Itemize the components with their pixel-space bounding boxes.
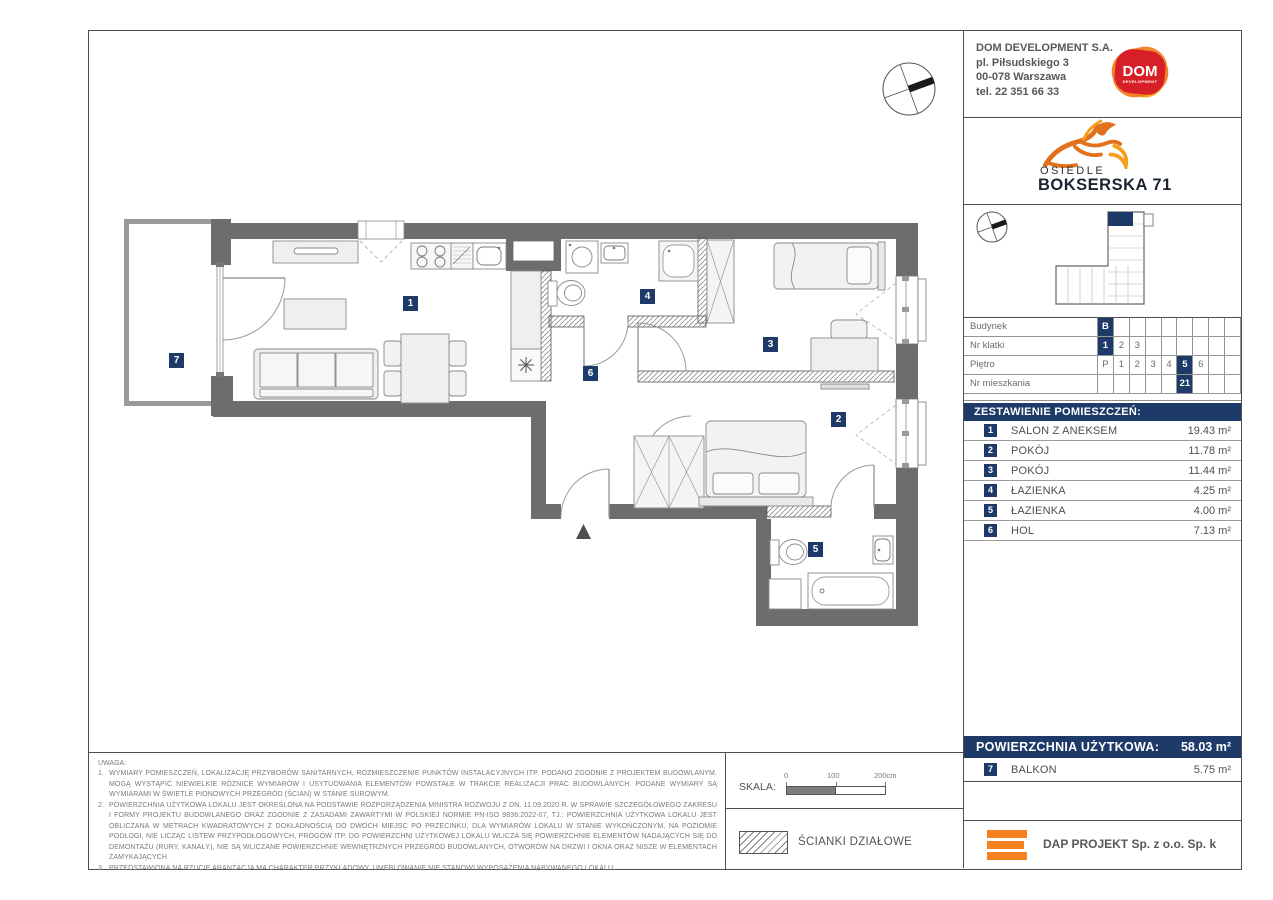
info-panel xyxy=(963,30,1241,868)
dishwasher xyxy=(451,243,473,269)
room-row-1 xyxy=(964,421,1241,441)
location-cell xyxy=(1193,375,1209,393)
location-cell: 1 xyxy=(1114,356,1130,374)
room-name: ŁAZIENKA xyxy=(1011,504,1066,517)
plan-badge-room5: 5 xyxy=(808,542,823,557)
notes-box xyxy=(88,752,725,872)
note-number: 2. xyxy=(98,801,104,809)
room-name: POKÓJ xyxy=(1011,444,1050,457)
room-row-5 xyxy=(964,501,1241,521)
building-location-table xyxy=(964,318,1241,394)
kitchen-column xyxy=(511,271,541,381)
balcony-number-badge: 7 xyxy=(984,763,997,776)
note-text: WYMIARY POMIESZCZEŃ, LOKALIZACJĘ PRZYBORÓW SANITARNYCH, ROZMIESZCZENIE PUNKTÓW INSTALACYJNYCH ITP. PODANO ZGODNIE Z PROJEKTEM BUDOWLANYM. MOGĄ WYSTĄPIĆ NIEWIELKIE RÓŻNICE WYMIARÓW I USYTUOWANIA ELEMENTÓW POWSTAŁE W TRAKCIE REALIZACJI PRAC BUDOWLANYCH. PODANE WYMIARY SĄ WYMIARAMI W ŚWIETLE PIONOWYCH PRZEGRÓD (ŚCIAN) W STANIE SUROWYM. xyxy=(109,770,717,798)
kitchen-sink xyxy=(473,243,506,269)
location-cell: 2 xyxy=(1130,356,1146,374)
room-number-badge: 4 xyxy=(984,484,997,497)
notes-title: UWAGA: xyxy=(98,760,127,767)
plan-badge-room2: 2 xyxy=(831,412,846,427)
legend-box xyxy=(725,808,964,869)
location-cell xyxy=(1209,356,1225,374)
plan-badge-room4: 4 xyxy=(640,289,655,304)
wardrobe-room2 xyxy=(634,436,704,508)
balcony-name: BALKON xyxy=(1011,763,1057,776)
partition-hatch-swatch xyxy=(739,831,788,854)
room-area: 11.78 m² xyxy=(1188,444,1231,457)
partition-legend-label: ŚCIANKI DZIAŁOWE xyxy=(798,836,913,848)
room-number-badge: 5 xyxy=(984,504,997,517)
room-area: 11.44 m² xyxy=(1188,464,1231,477)
location-cell xyxy=(1098,375,1114,393)
location-row-2 xyxy=(964,356,1241,375)
location-cell xyxy=(1130,375,1146,393)
location-cell: 5 xyxy=(1177,356,1193,374)
highlighted-unit xyxy=(1108,212,1133,226)
dom-logo-subtext: DEVELOPMENT xyxy=(1122,79,1158,84)
scale-tick-label-200: 200cm xyxy=(874,771,897,780)
balcony-row xyxy=(964,758,1241,782)
company-street: pl. Piłsudskiego 3 xyxy=(976,56,1069,69)
room-number-badge: 2 xyxy=(984,444,997,457)
estate-prefix: OSIEDLE xyxy=(1040,165,1106,177)
location-cell xyxy=(1162,337,1178,355)
location-cell xyxy=(1193,318,1209,336)
note-item-2 xyxy=(98,801,717,864)
plan-badge-balcony: 7 xyxy=(169,353,184,368)
bath5-toilet xyxy=(770,540,807,566)
room-name: SALON Z ANEKSEM xyxy=(1011,424,1118,437)
estate-logo-box xyxy=(964,118,1241,205)
location-cell xyxy=(1209,318,1225,336)
wardrobe-hall xyxy=(707,240,734,323)
site-plan-map xyxy=(1046,208,1166,312)
plan-badge-room6: 6 xyxy=(583,366,598,381)
entrance-marker xyxy=(576,524,591,539)
location-cell: 1 xyxy=(1098,337,1114,355)
shaft-box xyxy=(513,241,554,261)
room-area: 4.25 m² xyxy=(1193,484,1231,497)
location-cell xyxy=(1114,375,1130,393)
note-number: 1. xyxy=(98,770,104,777)
company-name: DOM DEVELOPMENT S.A. xyxy=(976,42,1113,54)
note-text: POWIERZCHNIA UŻYTKOWA LOKALU JEST OKREŚLONA NA PODSTAWIE ROZPORZĄDZENIA MINISTRA ROZWOJU Z DN. 11.09.2020 R. W SPRAWIE SZCZEGÓŁOWEGO ZAKRESU I FORMY PROJEKTU BUDOWLANEGO ORAZ ZGODNIE Z ZASADAMI ZAWARTYMI W POLSKIEJ NORMIE PN-ISO 9836:2022-07, TJ.: POWIERZCHNIA UŻYTKOWA LOKALU JEST OBLICZANA W METRACH KWADRATOWYCH Z DOKŁADNOŚCIĄ DO DWÓCH MIEJSC PO PRZECINKU, DLA WYMIARÓW LOKALU W STANIE WYKOŃCZONYM, NA POZIOMIE PODŁOGI, NIE LICZĄC LISTEW PRZYPODŁOGOWYCH, PROGÓW ITP. DO POWIERZCHNI UŻYTKOWEJ LOKALU WLICZA SIĘ POWIERZCHNIE ELEMENTÓW NADAJĄCYCH SIĘ DO DEMONTAŻU (RURY, KANAŁY), NIE SĄ WLICZANE POWIERZCHNIE WEWNĘTRZNYCH PRZEGRÓD BUDOWLANYCH, OTWORÓW NA DRZWI I OKNA ORAZ NISZE W ELEMENTACH ZAMYKAJĄCYCH. xyxy=(109,801,717,861)
location-cell xyxy=(1162,375,1178,393)
plan-badge-room3: 3 xyxy=(763,337,778,352)
company-box xyxy=(964,30,1241,118)
note-item-3 xyxy=(98,864,717,875)
dap-projekt-logo xyxy=(987,830,1027,863)
coffee-table xyxy=(284,299,346,329)
location-cell xyxy=(1177,318,1193,336)
location-cell xyxy=(1177,337,1193,355)
location-cell xyxy=(1146,318,1162,336)
table-spacer-line xyxy=(964,400,1241,401)
location-cell xyxy=(1225,375,1241,393)
room-schedule-header: ZESTAWIENIE POMIESZCZEŃ: xyxy=(964,403,1241,421)
location-row-0 xyxy=(964,318,1241,337)
bed-room3 xyxy=(774,242,885,290)
designer-box xyxy=(964,820,1241,867)
location-cell xyxy=(1130,318,1146,336)
location-row-label: Budynek xyxy=(964,318,1098,336)
bed-room2 xyxy=(699,421,813,506)
estate-name: BOKSERSKA 71 xyxy=(1038,176,1172,194)
bath4-sink xyxy=(601,243,628,263)
window-room2 xyxy=(856,399,926,468)
company-city: 00-078 Warszawa xyxy=(976,71,1067,83)
usable-area-bar xyxy=(964,736,1241,758)
room-row-3 xyxy=(964,461,1241,481)
location-cell xyxy=(1146,337,1162,355)
scale-box xyxy=(725,752,964,809)
note-number: 3. xyxy=(98,864,104,872)
room-row-6 xyxy=(964,521,1241,541)
location-cell: P xyxy=(1098,356,1114,374)
location-cell xyxy=(1162,318,1178,336)
location-cell xyxy=(1225,318,1241,336)
site-locator-box xyxy=(964,205,1241,318)
shower-tray xyxy=(769,579,801,609)
room-row-4 xyxy=(964,481,1241,501)
room-area: 4.00 m² xyxy=(1193,504,1231,517)
notes-list xyxy=(98,769,717,874)
location-cell: B xyxy=(1098,318,1114,336)
furniture xyxy=(254,240,893,609)
designer-name: DAP PROJEKT Sp. z o.o. Sp. k xyxy=(1043,837,1217,851)
balcony-walls xyxy=(124,219,211,406)
room-area: 7.13 m² xyxy=(1193,524,1231,537)
location-cell xyxy=(1146,375,1162,393)
room-name: POKÓJ xyxy=(1011,464,1050,477)
scale-tick-0 xyxy=(786,782,787,786)
balcony-glazing xyxy=(216,263,224,376)
shower xyxy=(659,241,698,281)
room-number-badge: 3 xyxy=(984,464,997,477)
plan-badge-room1: 1 xyxy=(403,296,418,311)
room-name: HOL xyxy=(1011,524,1035,537)
room-name: ŁAZIENKA xyxy=(1011,484,1066,497)
bath5-sink xyxy=(873,536,893,564)
north-compass-icon xyxy=(883,63,935,115)
company-phone: tel. 22 351 66 33 xyxy=(976,85,1060,98)
washing-machine xyxy=(566,241,598,273)
scale-label: SKALA: xyxy=(739,781,776,793)
location-row-label: Nr klatki xyxy=(964,337,1098,355)
location-row-label: Nr mieszkania xyxy=(964,375,1098,393)
note-text: PRZEDSTAWIONA NA RZUCIE ARANŻACJA MA CHARAKTER PRZYKŁADOWY. UMEBLOWANIE NIE STANOWI WYPOSAŻENIA NABYWANEGO LOKALU. xyxy=(109,864,616,872)
drawing-area xyxy=(89,31,963,752)
scale-bar-dark-half xyxy=(786,786,836,795)
bath4-toilet xyxy=(548,281,585,307)
location-cell: 21 xyxy=(1177,375,1193,393)
room-number-badge: 1 xyxy=(984,424,997,437)
location-cell: 3 xyxy=(1146,356,1162,374)
compass-icon xyxy=(974,209,1010,245)
dining-set xyxy=(384,334,466,403)
room-schedule-list xyxy=(964,421,1241,541)
sofa xyxy=(254,349,378,399)
location-cell: 2 xyxy=(1114,337,1130,355)
location-row-3 xyxy=(964,375,1241,394)
location-cell xyxy=(1114,318,1130,336)
horse-icon xyxy=(1030,119,1145,169)
company-address xyxy=(976,41,1113,99)
location-row-1 xyxy=(964,337,1241,356)
scale-tick-label-0: 0 xyxy=(784,771,789,780)
bathtub xyxy=(808,573,893,609)
note-item-1 xyxy=(98,769,717,801)
location-cell: 3 xyxy=(1130,337,1146,355)
dom-development-logo xyxy=(1104,42,1178,104)
usable-area-value: 58.03 m² xyxy=(1180,740,1231,754)
dom-logo-text: DOM xyxy=(1122,63,1158,80)
radiator xyxy=(821,384,869,389)
location-cell xyxy=(1209,337,1225,355)
room-number-badge: 6 xyxy=(984,524,997,537)
location-cell: 6 xyxy=(1193,356,1209,374)
location-row-label: Piętro xyxy=(964,356,1098,374)
location-cell xyxy=(1225,356,1241,374)
desk xyxy=(811,320,878,371)
scale-bar xyxy=(786,786,886,795)
location-cell xyxy=(1225,337,1241,355)
usable-area-label: POWIERZCHNIA UŻYTKOWA: xyxy=(976,740,1160,754)
scale-tick-200 xyxy=(885,782,886,786)
floor-plan-svg xyxy=(89,31,963,752)
location-cell xyxy=(1209,375,1225,393)
room-row-2 xyxy=(964,441,1241,461)
balcony-door xyxy=(358,221,404,262)
scale-tick-100 xyxy=(836,782,837,786)
room-area: 19.43 m² xyxy=(1187,424,1231,437)
location-cell: 4 xyxy=(1162,356,1178,374)
balcony-area: 5.75 m² xyxy=(1193,763,1231,776)
scale-bar-light-half xyxy=(836,786,886,795)
location-cell xyxy=(1193,337,1209,355)
stove xyxy=(411,243,451,269)
scale-tick-label-100: 100 xyxy=(827,771,840,780)
